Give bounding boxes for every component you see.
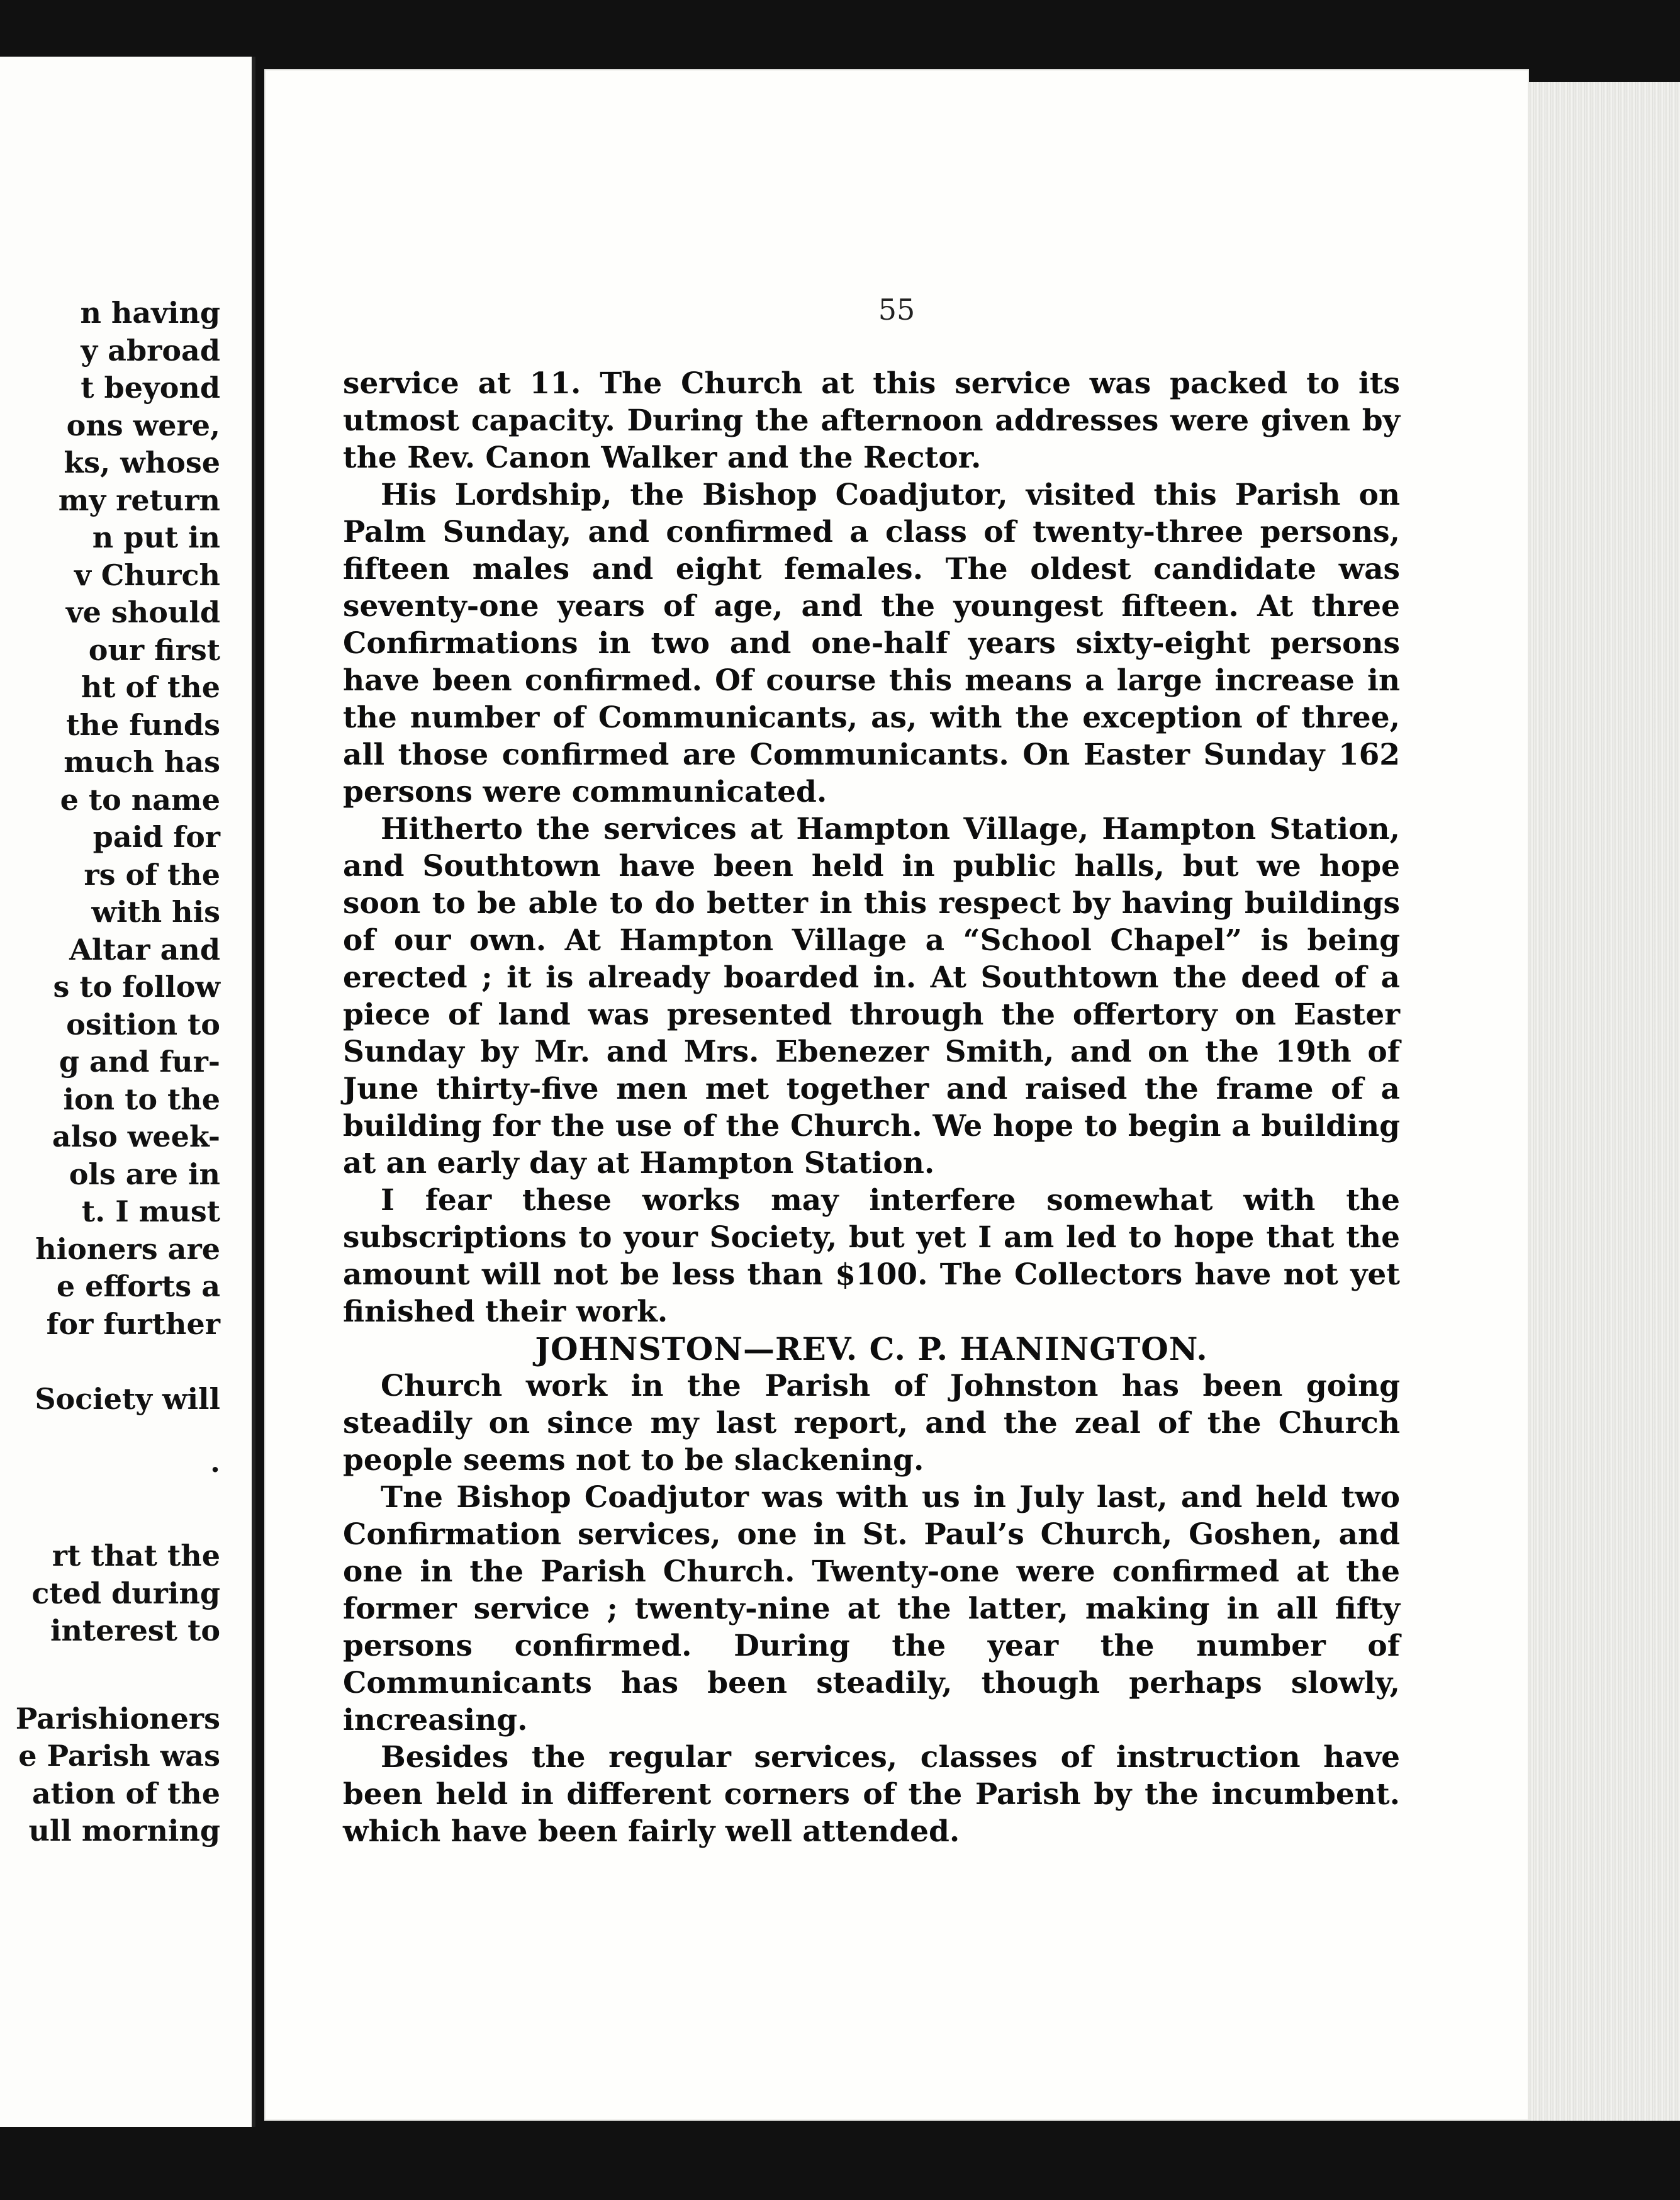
page-body: [343, 365, 1400, 1850]
page-edge: [1523, 82, 1680, 2121]
left-page-line: e to name: [60, 782, 220, 817]
left-page-line: paid for: [92, 820, 220, 854]
left-page-line: rs of the: [84, 857, 220, 892]
left-page-line: ols are in: [69, 1157, 220, 1191]
left-page-line: hioners are: [35, 1232, 220, 1266]
left-page-line: ht of the: [81, 670, 220, 704]
paragraph: service at 11. The Church at this service was packed to its utmost capacity. During the afternoon addresses were given by the Rev. Canon Walker and the Rector.: [343, 366, 1400, 475]
left-page-line: ation of the: [31, 1776, 220, 1810]
left-page-line: ull morning: [28, 1814, 220, 1848]
left-page-line: .: [210, 1444, 220, 1479]
left-page-line: my return: [58, 483, 220, 517]
section-heading: JOHNSTON—REV. C. P. HANINGTON.: [535, 1330, 1208, 1367]
paragraph: Besides the regular services, classes of instruction have been held in different corners of the Parish by the incumbent. which have been fairly well attended.: [343, 1740, 1400, 1849]
book-page: [264, 69, 1529, 2121]
left-page-line: much has: [64, 745, 220, 779]
left-page-line: n put in: [92, 520, 220, 554]
left-page-line: also week-: [52, 1120, 220, 1153]
left-page-line: cted during: [31, 1576, 220, 1610]
left-page-line: t. I must: [81, 1194, 220, 1228]
left-page-line: v Church: [74, 558, 220, 592]
left-page-line: Society will: [35, 1382, 220, 1416]
left-page-line: e efforts a: [56, 1269, 220, 1303]
left-page-line: s to follow: [53, 970, 220, 1004]
left-page-line: the funds: [66, 707, 220, 742]
paragraph: His Lordship, the Bishop Coadjutor, visited this Parish on Palm Sunday, and confirmed a class of twenty-three persons, fifteen males and eight females. The oldest candidate was seventy-one years of age, and the youngest fifteen. At three Confirmations in two and one-half years sixty-eight persons have been confirmed. Of course this means a large increase in the number of Communicants, as, with the exception of three, all those confirmed are Communicants. On Easter Sunday 162 persons were communicated.: [343, 478, 1400, 809]
paragraph: Tne Bishop Coadjutor was with us in July last, and held two Confirmation services, one in St. Paul’s Church, Goshen, and one in the Parish Church. Twenty-one were confirmed at the former service ; twenty-nine at the latter, making in all fifty persons confirmed. During the year the number of Communicants has been steadily, though perhaps slowly, increasing.: [343, 1480, 1400, 1737]
left-page-line: Altar and: [69, 932, 220, 967]
paragraph: Hitherto the services at Hampton Village, Hampton Station, and Southtown have been held in public halls, but we hope soon to be able to do better in this respect by having buildings of our own. At Hampton Village a “School Chapel” is being erected ; it is already boarded in. At Southtown the deed of a piece of land was presented through the offertory on Easter Sunday by Mr. and Mrs. Ebenezer Smith, and on the 19th of June thirty-five men met together and raised the frame of a building for the use of the Church. We hope to begin a building at an early day at Hampton Station.: [343, 812, 1400, 1181]
left-page-line: osition to: [66, 1007, 220, 1041]
left-page-line: n having: [80, 296, 220, 330]
left-page-line: g and fur-: [59, 1045, 220, 1079]
left-page-line: ons were,: [66, 408, 220, 442]
left-page-line: interest to: [50, 1614, 220, 1647]
paragraph: Church work in the Parish of Johnston has been going steadily on since my last report, and the zeal of the Church people seems not to be slackening.: [343, 1369, 1400, 1478]
page-number: 55: [878, 293, 916, 327]
left-page-line: y abroad: [81, 333, 220, 368]
paragraph: I fear these works may interfere somewhat with the subscriptions to your Society, but yet I am led to hope that the amount will not be less than $100. The Collectors have not yet finished their work.: [343, 1183, 1400, 1329]
left-page-line: ion to the: [63, 1082, 220, 1116]
left-page-line: ks, whose: [64, 446, 220, 480]
left-page-line: Parishioners: [15, 1701, 220, 1736]
left-page-line: e Parish was: [18, 1739, 220, 1773]
left-page-line: ve should: [65, 595, 220, 629]
left-page-fragment: [0, 57, 255, 2127]
left-page-line: with his: [91, 895, 220, 929]
left-page-line: our first: [88, 632, 220, 667]
left-page-line: rt that the: [52, 1539, 220, 1573]
left-page-line: t beyond: [81, 371, 220, 405]
left-page-line: for further: [46, 1306, 220, 1341]
